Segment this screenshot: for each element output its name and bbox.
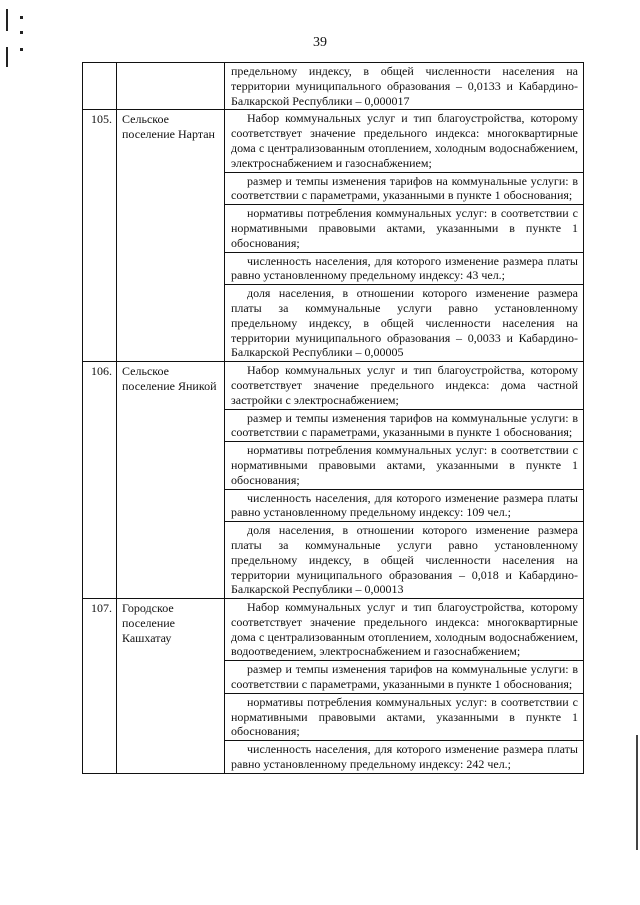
description-cell	[225, 110, 584, 362]
paragraph: доля населения, в отношении которого изменение размера платы за коммунальные услуги равно установленному предельному индексу, в общей численности населения на территории муниципального образования – 0,018 и Кабардино-Балкарской Республики – 0,00013	[231, 523, 578, 597]
carryover-paragraph: предельному индексу, в общей численности населения на территории муниципального образования – 0,0133 и Кабардино-Балкарской Республики – 0,000017	[231, 64, 578, 108]
settlement-name: Сельское поселение Нартан	[117, 110, 225, 362]
settlement-name: Городское поселение Кашхатау	[117, 599, 225, 774]
settlement-name: Сельское поселение Яникой	[117, 362, 225, 599]
scan-mark	[636, 735, 638, 850]
table-row-carryover	[83, 63, 584, 110]
row-number: 107.	[83, 599, 117, 774]
row-number-cell	[83, 63, 117, 110]
scan-mark	[20, 16, 23, 19]
paragraph: численность населения, для которого изменение размера платы равно установленному предельному индексу: 109 чел.;	[225, 490, 583, 523]
table-row	[83, 599, 584, 774]
description-cell	[225, 63, 584, 110]
settlements-table	[82, 62, 584, 774]
scan-mark	[20, 31, 23, 34]
scan-mark	[6, 9, 8, 31]
paragraph: нормативы потребления коммунальных услуг: в соответствии с нормативными правовыми актами, указанными в пункте 1 обоснования;	[225, 442, 583, 489]
paragraph: нормативы потребления коммунальных услуг: в соответствии с нормативными правовыми актами, указанными в пункте 1 обоснования;	[225, 205, 583, 252]
paragraph: Набор коммунальных услуг и тип благоустройства, которому соответствует значение предельного индекса: многоквартирные дома с централизованным отоплением, холодным водоснабжением, электроснабжением и газоснабжением;	[225, 110, 583, 172]
table-row	[83, 110, 584, 362]
paragraph: размер и темпы изменения тарифов на коммунальные услуги: в соответствии с параметрами, указанными в пункте 1 обоснования;	[225, 173, 583, 206]
paragraph: нормативы потребления коммунальных услуг: в соответствии с нормативными правовыми актами, указанными в пункте 1 обоснования;	[225, 694, 583, 741]
paragraph: размер и темпы изменения тарифов на коммунальные услуги: в соответствии с параметрами, указанными в пункте 1 обоснования;	[225, 661, 583, 694]
description-cell	[225, 599, 584, 774]
paragraph: численность населения, для которого изменение размера платы равно установленному предельному индексу: 43 чел.;	[225, 253, 583, 286]
table-row	[83, 362, 584, 599]
row-number: 105.	[83, 110, 117, 362]
paragraph: доля населения, в отношении которого изменение размера платы за коммунальные услуги равно установленному предельному индексу, в общей численности населения на территории муниципального образования – 0,0033 и Кабардино-Балкарской Республики – 0,00005	[231, 286, 578, 360]
paragraph: размер и темпы изменения тарифов на коммунальные услуги: в соответствии с параметрами, указанными в пункте 1 обоснования;	[225, 410, 583, 443]
description-cell	[225, 362, 584, 599]
row-number: 106.	[83, 362, 117, 599]
settlement-name-cell	[117, 63, 225, 110]
paragraph: Набор коммунальных услуг и тип благоустройства, которому соответствует значение предельного индекса: многоквартирные дома с централизованным отоплением, холодным водоснабжением, водоотведением, электроснабжением и газоснабжением;	[225, 599, 583, 661]
page-number: 39	[313, 35, 327, 50]
paragraph: Набор коммунальных услуг и тип благоустройства, которому соответствует значение предельного индекса: дома частной застройки с электроснабжением;	[225, 362, 583, 409]
paragraph: численность населения, для которого изменение размера платы равно установленному предельному индексу: 242 чел.;	[231, 742, 578, 772]
